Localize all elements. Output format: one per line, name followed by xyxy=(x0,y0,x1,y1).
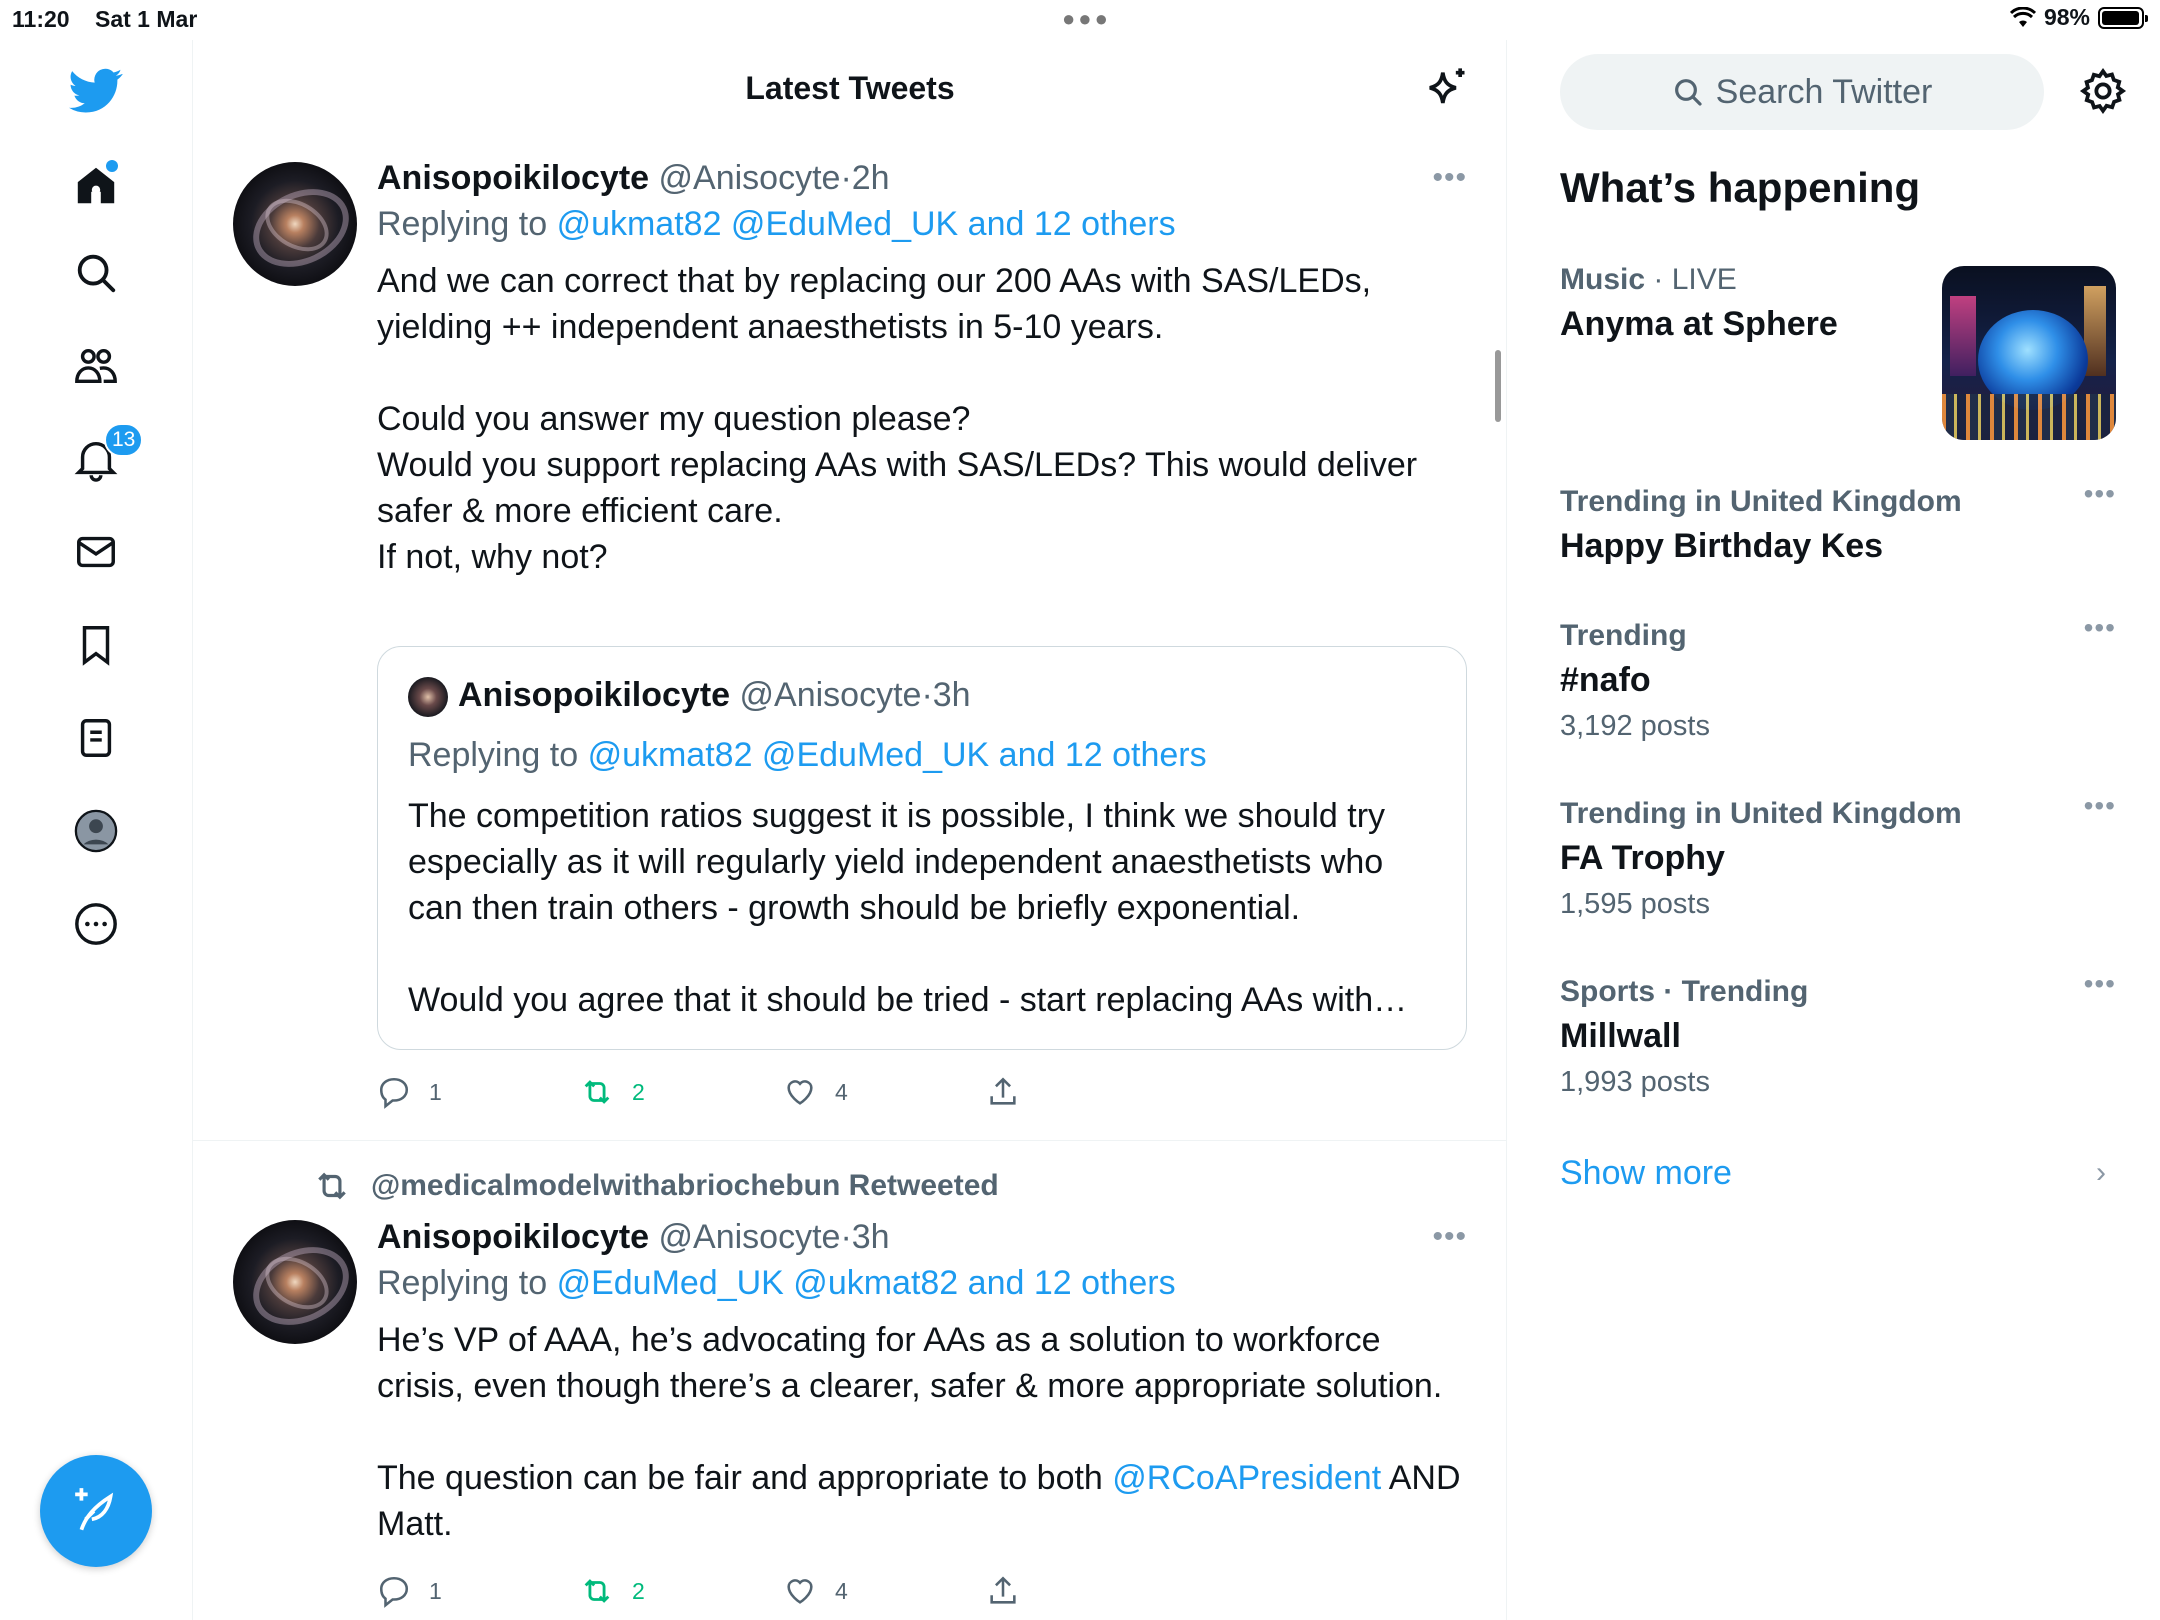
tweet[interactable] xyxy=(193,140,1507,1141)
like-button[interactable] xyxy=(783,1574,986,1608)
tweet-paragraph xyxy=(377,1455,1467,1547)
quoted-avatar xyxy=(408,677,448,717)
heart-icon xyxy=(783,1574,817,1608)
live-label: LIVE xyxy=(1671,263,1737,296)
separator-dot: · xyxy=(840,159,852,197)
replying-to xyxy=(377,200,1467,248)
replying-prefix: Replying to xyxy=(377,1264,548,1302)
tweet-text xyxy=(377,1317,1467,1547)
share-button[interactable] xyxy=(986,1574,1189,1608)
author-handle[interactable]: @Anisocyte xyxy=(658,159,841,197)
compose-feather-icon xyxy=(71,1486,121,1536)
quoted-paragraph: Would you agree that it should be tried - start replacing AAs with… xyxy=(408,981,1408,1019)
multitasking-dots-icon[interactable]: ●●● xyxy=(1062,6,1111,31)
messages-icon[interactable] xyxy=(64,520,128,584)
timeline xyxy=(193,40,1507,1620)
search-icon xyxy=(1672,76,1704,108)
thumbnail-tower xyxy=(1950,296,1976,376)
trend-category: Trending in United Kingdom xyxy=(1560,485,1962,518)
more-options-icon[interactable]: ••• xyxy=(1432,161,1467,194)
mention-link[interactable]: @RCoAPresident xyxy=(1112,1459,1382,1497)
retweet-count: 2 xyxy=(632,1577,645,1604)
trend-item[interactable] xyxy=(1560,612,2116,748)
trend-post-count: 1,595 posts xyxy=(1560,888,1710,920)
lists-icon[interactable] xyxy=(64,706,128,770)
sparkle-icon[interactable] xyxy=(1419,64,1471,116)
trend-title: FA Trophy xyxy=(1560,839,1725,877)
share-button[interactable] xyxy=(986,1075,1189,1109)
trend-title: Anyma at Sphere xyxy=(1560,305,1838,343)
separator-dot: · xyxy=(840,1218,852,1256)
reply-count: 1 xyxy=(429,1078,442,1105)
tweet-actions xyxy=(377,1070,1189,1114)
right-sidebar xyxy=(1508,40,2160,1620)
tweet-paragraph: And we can correct that by replacing our 200 AAs with SAS/LEDs, yielding ++ independent anaesthetists in 5-10 years. xyxy=(377,262,1372,346)
retweet-icon xyxy=(580,1574,614,1608)
bookmarks-icon[interactable] xyxy=(64,613,128,677)
chevron-right-icon[interactable]: › xyxy=(2096,1156,2106,1189)
author-handle[interactable]: @Anisocyte xyxy=(658,1218,841,1256)
separator-dot: · xyxy=(1645,263,1672,296)
reply-mentions[interactable]: @ukmat82 @EduMed_UK and 12 others xyxy=(556,205,1176,243)
twitter-logo-icon[interactable] xyxy=(64,58,128,122)
notifications-badge: 13 xyxy=(104,423,143,457)
search-placeholder: Search Twitter xyxy=(1715,72,1933,111)
quoted-tweet-time: 3h xyxy=(932,676,971,714)
more-options-icon[interactable]: ••• xyxy=(2083,790,2116,821)
quoted-tweet[interactable] xyxy=(377,646,1467,1050)
avatar[interactable] xyxy=(233,1220,357,1344)
heart-icon xyxy=(783,1075,817,1109)
status-right xyxy=(2010,4,2144,31)
quoted-author-name: Anisopoikilocyte xyxy=(458,676,731,714)
more-options-icon[interactable]: ••• xyxy=(1432,1220,1467,1253)
author-name[interactable]: Anisopoikilocyte xyxy=(377,159,650,197)
trend-post-count: 1,993 posts xyxy=(1560,1066,1710,1098)
wifi-icon xyxy=(2010,7,2036,29)
trend-item[interactable] xyxy=(1560,968,2116,1104)
status-date: Sat 1 Mar xyxy=(95,6,198,32)
trend-category: Sports · Trending xyxy=(1560,975,1809,1008)
tweet-header xyxy=(377,156,1467,200)
gear-icon[interactable] xyxy=(2078,66,2128,116)
quoted-paragraph: The competition ratios suggest it is possible, I think we should try especially as it will regularly yield independent anaesthetists who can then train others - growth should be briefly exponential. xyxy=(408,797,1386,927)
separator-dot: · xyxy=(921,676,933,714)
text-segment: AND Matt. xyxy=(377,1459,1461,1543)
notifications-icon[interactable] xyxy=(64,427,136,491)
home-unread-dot xyxy=(106,160,118,172)
search-input[interactable] xyxy=(1560,54,2044,130)
page-title: Latest Tweets xyxy=(745,70,955,106)
quoted-author-handle: @Anisocyte xyxy=(739,676,922,714)
like-button[interactable] xyxy=(783,1075,986,1109)
left-nav xyxy=(0,40,193,1620)
tweet-body xyxy=(377,1215,1467,1547)
home-icon[interactable] xyxy=(64,154,128,218)
thumbnail-lights xyxy=(1942,394,2116,440)
more-options-icon[interactable]: ••• xyxy=(2083,968,2116,999)
retweeted-by xyxy=(313,1167,999,1205)
status-time: 11:20 xyxy=(12,6,70,32)
status-bar xyxy=(0,0,2160,40)
battery-percent: 98% xyxy=(2043,4,2090,30)
retweet-icon xyxy=(313,1167,351,1205)
tweet-time[interactable]: 3h xyxy=(851,1218,890,1256)
reply-count: 1 xyxy=(429,1577,442,1604)
trend-category-label: Music xyxy=(1560,263,1646,296)
trend-item[interactable] xyxy=(1560,790,2116,926)
trend-category: Trending xyxy=(1560,619,1687,652)
trend-thumbnail[interactable] xyxy=(1942,266,2116,440)
avatar[interactable] xyxy=(233,162,357,286)
reply-button[interactable] xyxy=(377,1574,580,1608)
show-more-link[interactable]: Show more xyxy=(1560,1154,1732,1192)
tweet-body xyxy=(377,156,1467,580)
retweeted-by-label[interactable]: @medicalmodelwithabriochebun Retweeted xyxy=(371,1169,999,1202)
replying-to xyxy=(377,1259,1467,1307)
profile-icon[interactable] xyxy=(64,799,128,863)
share-icon xyxy=(986,1075,1020,1109)
trend-category: Trending in United Kingdom xyxy=(1560,797,1962,830)
reply-icon xyxy=(377,1075,411,1109)
quoted-tweet-header xyxy=(458,673,971,717)
tweet-paragraph: He’s VP of AAA, he’s advocating for AAs as a solution to workforce crisis, even though there’s a clearer, safer & more appropriate solution. xyxy=(377,1321,1443,1405)
replying-prefix: Replying to xyxy=(408,736,579,774)
share-icon xyxy=(986,1574,1020,1608)
trend-title: Happy Birthday Kes xyxy=(1560,527,1884,565)
reply-icon xyxy=(377,1574,411,1608)
search-icon[interactable] xyxy=(64,241,128,305)
timeline-header xyxy=(193,40,1507,140)
trend-title: Millwall xyxy=(1560,1017,1681,1055)
trend-item[interactable] xyxy=(1560,478,2116,570)
trend-post-count: 3,192 posts xyxy=(1560,710,1710,742)
text-segment: The question can be fair and appropriate to both xyxy=(377,1459,1113,1497)
reply-button[interactable] xyxy=(377,1075,580,1109)
more-icon[interactable] xyxy=(64,892,128,956)
compose-tweet-button[interactable] xyxy=(40,1455,152,1567)
tweet-actions xyxy=(377,1569,1189,1613)
reply-mentions[interactable]: @EduMed_UK @ukmat82 and 12 others xyxy=(556,1264,1176,1302)
tweet-text xyxy=(377,258,1467,580)
like-count: 4 xyxy=(835,1078,848,1105)
reply-mentions[interactable]: @ukmat82 @EduMed_UK and 12 others xyxy=(587,736,1207,774)
author-name[interactable]: Anisopoikilocyte xyxy=(377,1218,650,1256)
tweet-paragraph: Could you answer my question please? Would you support replacing AAs with SAS/LEDs? This would deliver safer & more efficient care. If not, why not? xyxy=(377,400,1418,576)
retweet-button[interactable] xyxy=(580,1574,783,1608)
retweet-button[interactable] xyxy=(580,1075,783,1109)
whats-happening-heading: What’s happening xyxy=(1560,164,1921,211)
tweet-header xyxy=(377,1215,1467,1259)
communities-icon[interactable] xyxy=(64,334,128,398)
trend-title: #nafo xyxy=(1560,661,1651,699)
more-options-icon[interactable]: ••• xyxy=(2083,478,2116,509)
tweet[interactable] xyxy=(193,1141,1507,1620)
like-count: 4 xyxy=(835,1577,848,1604)
battery-icon xyxy=(2098,7,2144,29)
retweet-icon xyxy=(580,1075,614,1109)
retweet-count: 2 xyxy=(632,1078,645,1105)
replying-prefix: Replying to xyxy=(377,205,548,243)
quoted-tweet-text xyxy=(408,793,1438,1069)
quoted-replying-to xyxy=(408,731,1207,779)
tweet-time[interactable]: 2h xyxy=(851,159,890,197)
more-options-icon[interactable]: ••• xyxy=(2083,612,2116,643)
